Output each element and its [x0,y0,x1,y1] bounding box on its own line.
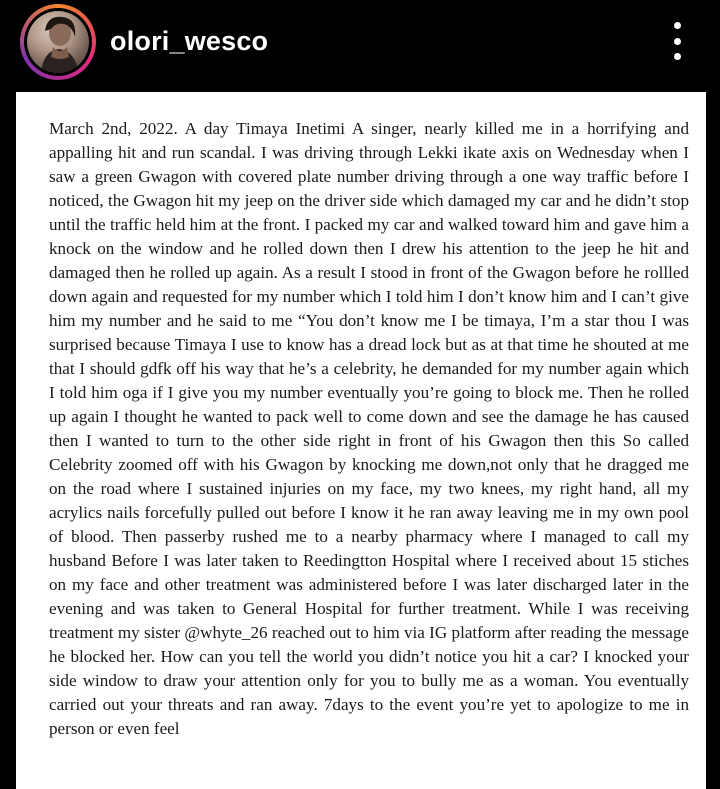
more-dot [674,38,681,45]
avatar[interactable] [27,11,89,73]
story-ring[interactable] [20,4,96,80]
post-text: March 2nd, 2022. A day Timaya Inetimi A singer, nearly killed me in a horrifying and appalling hit and run scandal. I was driving through Lekki ikate axis on Wednesday when I saw a green Gwagon with covered plate number driving through a one way traffic before I noticed, the Gwagon hit my jeep on the driver side which damaged my car and he didn’t stop until the traffic held him at the front. I packed my car and walked toward him and gave him a knock on the window and he rolled down then I drew his attention to the jeep he hit and damaged then he rolled up again. As a result I stood in front of the Gwagon before he rollled down again and requested for my number which I told him I don’t know him and I can’t give him my number and he said to me “You don’t know me I be timaya, I’m a star thou I was surprised because Timaya I use to know has a dread lock but as at that time he shouted at me that I should gdfk off his way that he’s a celebrity, he demanded for my number again which I told him oga if I give you my number eventually you’re going to block me. Then he rolled up again I thought he wanted to pack well to come down and see the damage he has caused then I wanted to turn to the other side right in front of his Gwagon then this So called Celebrity zoomed off with his Gwagon by knocking me down,not only that he dragged me on the road where I sustained injuries on my face, my two knees, my right hand, all my acrylics nails forcefully pulled out before I know it he ran away leaving me in my own pool of blood. Then passerby rushed me to a nearby pharmacy where I managed to call my husband Before I was later taken to Reedingtton Hospital where I received about 15 stiches on my face and other treatment was administered before I was later discharged later in the evening and was taken to General Hospital for further treatment. While I was receiving treatment my sister @whyte_26 reached out to him via IG platform after reading the message he blocked her. How can you tell the world you didn’t notice you hit a car? I knocked your side window to draw your attention only for you to bully me as a woman. You eventually carried out your threats and ran away. 7days to the event you’re yet to apologize to me in person or even feel [49,119,689,738]
more-dot [674,22,681,29]
post-image[interactable] [16,92,706,789]
profile-photo-icon [27,11,89,73]
post-header [0,0,720,90]
avatar-border [24,8,92,76]
more-dot [674,53,681,60]
more-options-icon[interactable] [660,18,694,64]
username[interactable]: olori_wesco [110,26,269,56]
